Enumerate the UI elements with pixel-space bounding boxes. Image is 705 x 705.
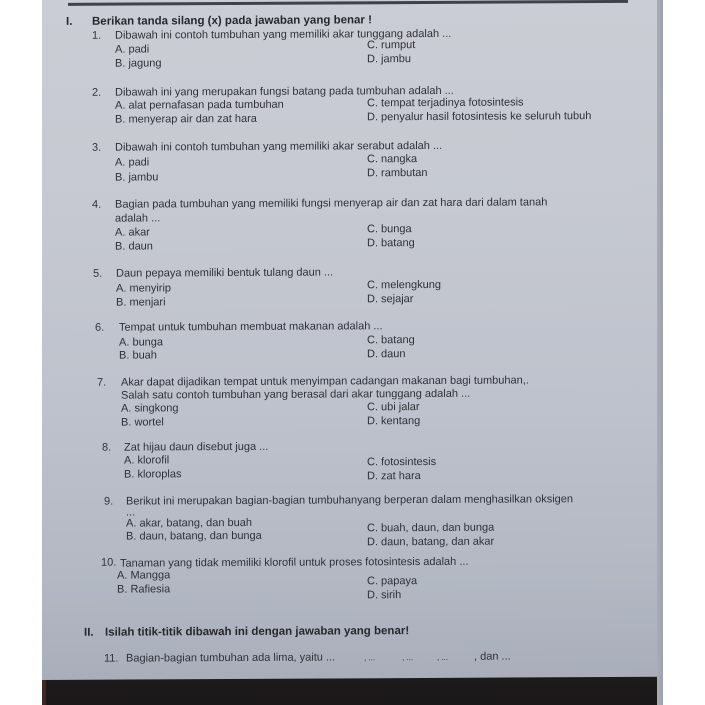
question-number: 8. (102, 441, 112, 454)
section-1-title: Berikan tanda silang (x) pada jawaban yang benar ! (92, 14, 372, 28)
question-text: Bagian-bagian tumbuhan ada lima, yaitu ... (126, 651, 336, 665)
option-a[interactable]: A. klorofil (124, 454, 170, 467)
question-text-line-2: ... (126, 506, 136, 519)
section-2-number: II. (84, 626, 94, 639)
blank-4[interactable]: , dan ... (474, 650, 511, 663)
option-b[interactable]: B. Rafiesia (117, 583, 171, 596)
question-number: 9. (104, 495, 114, 508)
question-text: Dibawah ini contoh tumbuhan yang memiliki akar tunggang adalah ... (115, 27, 452, 42)
option-d[interactable]: D. zat hara (367, 470, 421, 483)
option-d[interactable]: D. batang (367, 237, 415, 250)
blank-1[interactable]: , ... (364, 653, 376, 663)
option-b[interactable]: B. menjari (116, 296, 166, 309)
blank-3[interactable]: , ... (437, 652, 449, 662)
question-number: 10. (101, 556, 117, 569)
top-rule-divider (68, 0, 628, 6)
option-d[interactable]: D. penyalur hasil fotosintesis ke seluruh tubuh (367, 110, 592, 124)
question-text: Tempat untuk tumbuhan membuat makanan adalah ... (119, 320, 383, 334)
option-a[interactable]: A. padi (115, 43, 150, 56)
question-text: Zat hijau daun disebut juga ... (124, 440, 269, 454)
question-number: 1. (92, 29, 102, 42)
question-text: Tanaman yang tidak memiliki klorofil untuk proses fotosintesis adalah ... (120, 555, 469, 570)
question-text: Bagian pada tumbuhan yang memiliki fungsi menyerap air dan zat hara dari dalam tanah (115, 196, 548, 211)
question-number: 5. (93, 267, 103, 280)
option-a[interactable]: A. akar, batang, dan buah (126, 516, 252, 530)
option-d[interactable]: D. kentang (367, 415, 421, 428)
option-b[interactable]: B. daun, batang, dan bunga (126, 529, 262, 543)
option-a[interactable]: A. padi (115, 156, 150, 169)
question-number: 6. (95, 321, 105, 334)
question-text-line-2: adalah ... (115, 212, 161, 225)
option-b[interactable]: B. buah (119, 349, 157, 362)
option-c[interactable]: C. batang (367, 334, 415, 347)
photo-frame (42, 0, 663, 705)
option-b[interactable]: B. kloroplas (124, 468, 182, 481)
option-c[interactable]: C. fotosintesis (367, 455, 437, 469)
question-text: Dibawah ini yang merupakan fungsi batang pada tumbuhan adalah ... (115, 84, 454, 99)
option-a[interactable]: A. bunga (119, 336, 164, 349)
blank-2[interactable]: , ... (402, 653, 414, 663)
question-number: 7. (97, 376, 107, 389)
question-number: 2. (92, 86, 102, 99)
question-text: Dibawah ini contoh tumbuhan yang memiliki akar serabut adalah ... (115, 139, 443, 154)
worksheet-paper (42, 0, 663, 680)
option-d[interactable]: D. sejajar (367, 293, 414, 306)
question-number: 3. (92, 141, 102, 154)
question-text: Berikut ini merupakan bagian-bagian tumbuhanyang berperan dalam menghasilkan oksigen (126, 493, 574, 508)
option-b[interactable]: B. daun (115, 240, 153, 253)
option-b[interactable]: B. jambu (115, 171, 159, 184)
option-c[interactable]: C. nangka (367, 153, 418, 166)
option-c[interactable]: C. papaya (367, 575, 418, 588)
question-text-line-2: Salah satu contoh tumbuhan yang berasal dari akar tunggang adalah ... (121, 387, 471, 402)
option-c[interactable]: C. melengkung (367, 278, 441, 292)
question-number: 4. (92, 198, 102, 211)
option-c[interactable]: C. ubi jalar (367, 401, 420, 414)
option-a[interactable]: A. singkong (121, 402, 179, 415)
option-a[interactable]: A. akar (115, 226, 150, 239)
option-c[interactable]: C. tempat terjadinya fotosintesis (367, 96, 524, 110)
option-a[interactable]: A. Mangga (117, 569, 171, 582)
option-c[interactable]: C. rumput (367, 39, 416, 52)
question-text: Akar dapat dijadikan tempat untuk menyimpan cadangan makanan bagi tumbuhan,. (121, 374, 529, 389)
option-a[interactable]: A. menyirip (116, 282, 172, 295)
option-d[interactable]: D. jambu (367, 53, 412, 66)
question-number: 11. (104, 652, 119, 665)
option-c[interactable]: C. bunga (367, 223, 412, 236)
option-c[interactable]: C. buah, daun, dan bunga (367, 521, 495, 535)
option-b[interactable]: B. jagung (115, 57, 162, 70)
section-2-title: Isilah titik-titik dibawah ini dengan jawaban yang benar! (105, 625, 410, 639)
option-d[interactable]: D. daun, batang, dan akar (367, 535, 495, 549)
option-b[interactable]: B. menyerap air dan zat hara (115, 112, 257, 126)
option-d[interactable]: D. sirih (367, 589, 402, 602)
question-text: Daun pepaya memiliki bentuk tulang daun ... (116, 266, 334, 280)
option-d[interactable]: D. daun (367, 348, 406, 361)
option-d[interactable]: D. rambutan (367, 166, 428, 180)
option-b[interactable]: B. wortel (121, 416, 164, 429)
option-a[interactable]: A. alat pernafasan pada tumbuhan (115, 98, 284, 112)
section-1-number: I. (66, 15, 73, 28)
